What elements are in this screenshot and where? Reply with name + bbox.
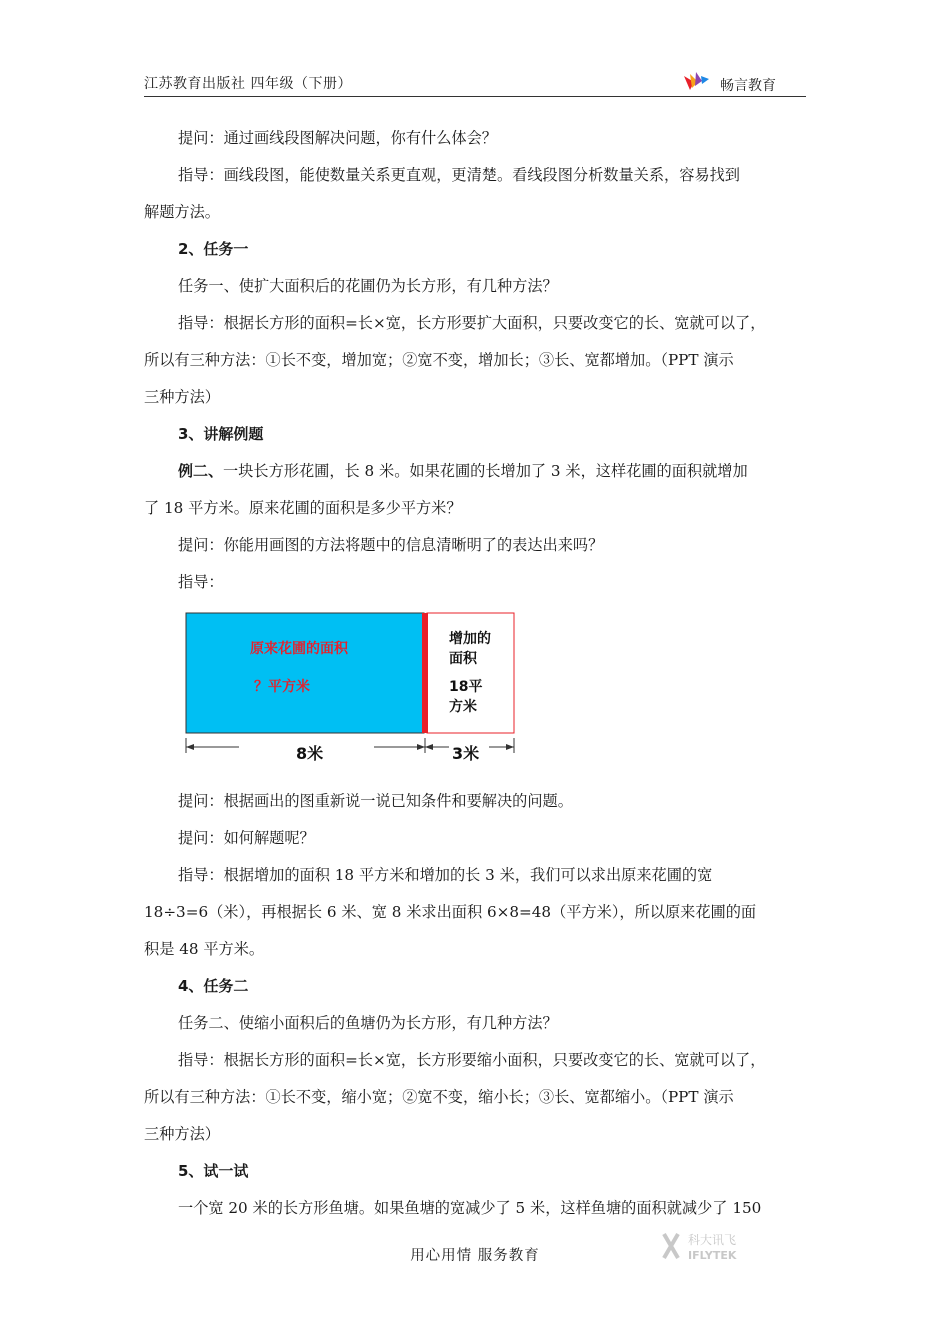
text-line-content: 3、讲解例题 bbox=[178, 425, 264, 443]
section-heading bbox=[144, 416, 814, 453]
section-heading bbox=[144, 1153, 814, 1190]
added-area-label-2: 面积 bbox=[449, 651, 477, 667]
text-line-content: 任务二、使缩小面积后的鱼塘仍为长方形，有几种方法？ bbox=[178, 1014, 558, 1032]
text-line-content: 所以有三种方法：①长不变，缩小宽；②宽不变，缩小长；③长、宽都缩小。（PPT 演示 bbox=[144, 1088, 734, 1106]
original-area-value: ？平方米 bbox=[254, 679, 310, 695]
divider-line bbox=[422, 613, 428, 733]
text-line-content: 指导： bbox=[178, 573, 224, 591]
text-line-content: 提问：你能用画图的方法将题中的信息清晰明了的表达出来吗？ bbox=[178, 536, 604, 554]
bird-logo-icon bbox=[682, 70, 710, 92]
original-area-rect bbox=[186, 613, 424, 733]
brand-label: 畅言教育 bbox=[720, 78, 776, 94]
brand-cn-text: 科大讯飞 bbox=[688, 1233, 737, 1247]
page-header bbox=[144, 70, 806, 97]
text-line-content: 任务一、使扩大面积后的花圃仍为长方形，有几种方法？ bbox=[178, 277, 558, 295]
text-line-content: 2、任务一 bbox=[178, 240, 249, 258]
text-block-before bbox=[144, 120, 814, 601]
text-line bbox=[144, 1079, 814, 1116]
example-lead: 例二、 bbox=[178, 462, 224, 480]
text-line-content: 一块长方形花圃，长 8 米。如果花圃的长增加了 3 米，这样花圃的面积就增加 bbox=[223, 462, 748, 480]
text-line bbox=[144, 783, 814, 820]
text-line-content: 指导：画线段图，能使数量关系更直观，更清楚。看线段图分析数量关系，容易找到 bbox=[178, 166, 740, 184]
added-area-value-2: 方米 bbox=[449, 699, 477, 715]
text-line bbox=[144, 194, 814, 231]
text-line-content: 4、任务二 bbox=[178, 977, 249, 995]
text-block-after bbox=[144, 783, 814, 1227]
added-area-value-1: 18平 bbox=[449, 679, 483, 695]
length-original-label: 8米 bbox=[296, 744, 324, 763]
text-line bbox=[144, 453, 814, 490]
original-area-label: 原来花圃的面积 bbox=[250, 641, 348, 657]
text-line-content: 18÷3=6（米），再根据长 6 米、宽 8 米求出面积 6×8=48（平方米），所以原来花圃的面 bbox=[144, 903, 757, 921]
text-line-content: 5、试一试 bbox=[178, 1162, 249, 1180]
text-line bbox=[144, 157, 814, 194]
text-line bbox=[144, 894, 814, 931]
text-line bbox=[144, 490, 814, 527]
text-line bbox=[144, 342, 814, 379]
text-line bbox=[144, 379, 814, 416]
text-line-content: 一个宽 20 米的长方形鱼塘。如果鱼塘的宽减少了 5 米，这样鱼塘的面积就减少了 150 bbox=[178, 1199, 762, 1217]
text-line bbox=[144, 564, 814, 601]
text-line-content: 三种方法） bbox=[144, 388, 220, 406]
text-line bbox=[144, 1005, 814, 1042]
brand-en-text: IFLYTEK bbox=[688, 1249, 737, 1262]
text-line bbox=[144, 931, 814, 968]
text-line-content: 指导：根据长方形的面积=长×宽，长方形要扩大面积，只要改变它的长、宽就可以了， bbox=[178, 314, 766, 332]
text-line-content: 指导：根据长方形的面积=长×宽，长方形要缩小面积，只要改变它的长、宽就可以了， bbox=[178, 1051, 766, 1069]
area-diagram bbox=[184, 613, 564, 773]
text-line-content: 积是 48 平方米。 bbox=[144, 940, 265, 958]
text-line-content: 提问：通过画线段图解决问题，你有什么体会？ bbox=[178, 129, 497, 147]
text-line bbox=[144, 527, 814, 564]
iflytek-logo-icon bbox=[660, 1228, 770, 1264]
text-line bbox=[144, 305, 814, 342]
publisher-label: 江苏教育出版社 四年级（下册） bbox=[144, 76, 352, 92]
page-footer: 用心用情 服务教育 bbox=[410, 1248, 540, 1264]
text-line bbox=[144, 857, 814, 894]
text-line-content: 所以有三种方法：①长不变，增加宽；②宽不变，增加长；③长、宽都增加。（PPT 演示 bbox=[144, 351, 734, 369]
text-line bbox=[144, 1042, 814, 1079]
text-line-content: 提问：如何解题呢？ bbox=[178, 829, 315, 847]
text-line bbox=[144, 120, 814, 157]
text-line bbox=[144, 268, 814, 305]
text-line bbox=[144, 820, 814, 857]
text-line-content: 指导：根据增加的面积 18 平方米和增加的长 3 米，我们可以求出原来花圃的宽 bbox=[178, 866, 713, 884]
text-line-content: 提问：根据画出的图重新说一说已知条件和要解决的问题。 bbox=[178, 792, 573, 810]
text-line-content: 了 18 平方米。原来花圃的面积是多少平方米？ bbox=[144, 499, 462, 517]
added-area-label-1: 增加的 bbox=[449, 631, 491, 647]
text-line bbox=[144, 1116, 814, 1153]
length-added-label: 3米 bbox=[452, 744, 480, 763]
section-heading bbox=[144, 968, 814, 1005]
text-line-content: 三种方法） bbox=[144, 1125, 220, 1143]
section-heading bbox=[144, 231, 814, 268]
text-line bbox=[144, 1190, 814, 1227]
page-content bbox=[144, 120, 814, 1227]
text-line-content: 解题方法。 bbox=[144, 203, 220, 221]
